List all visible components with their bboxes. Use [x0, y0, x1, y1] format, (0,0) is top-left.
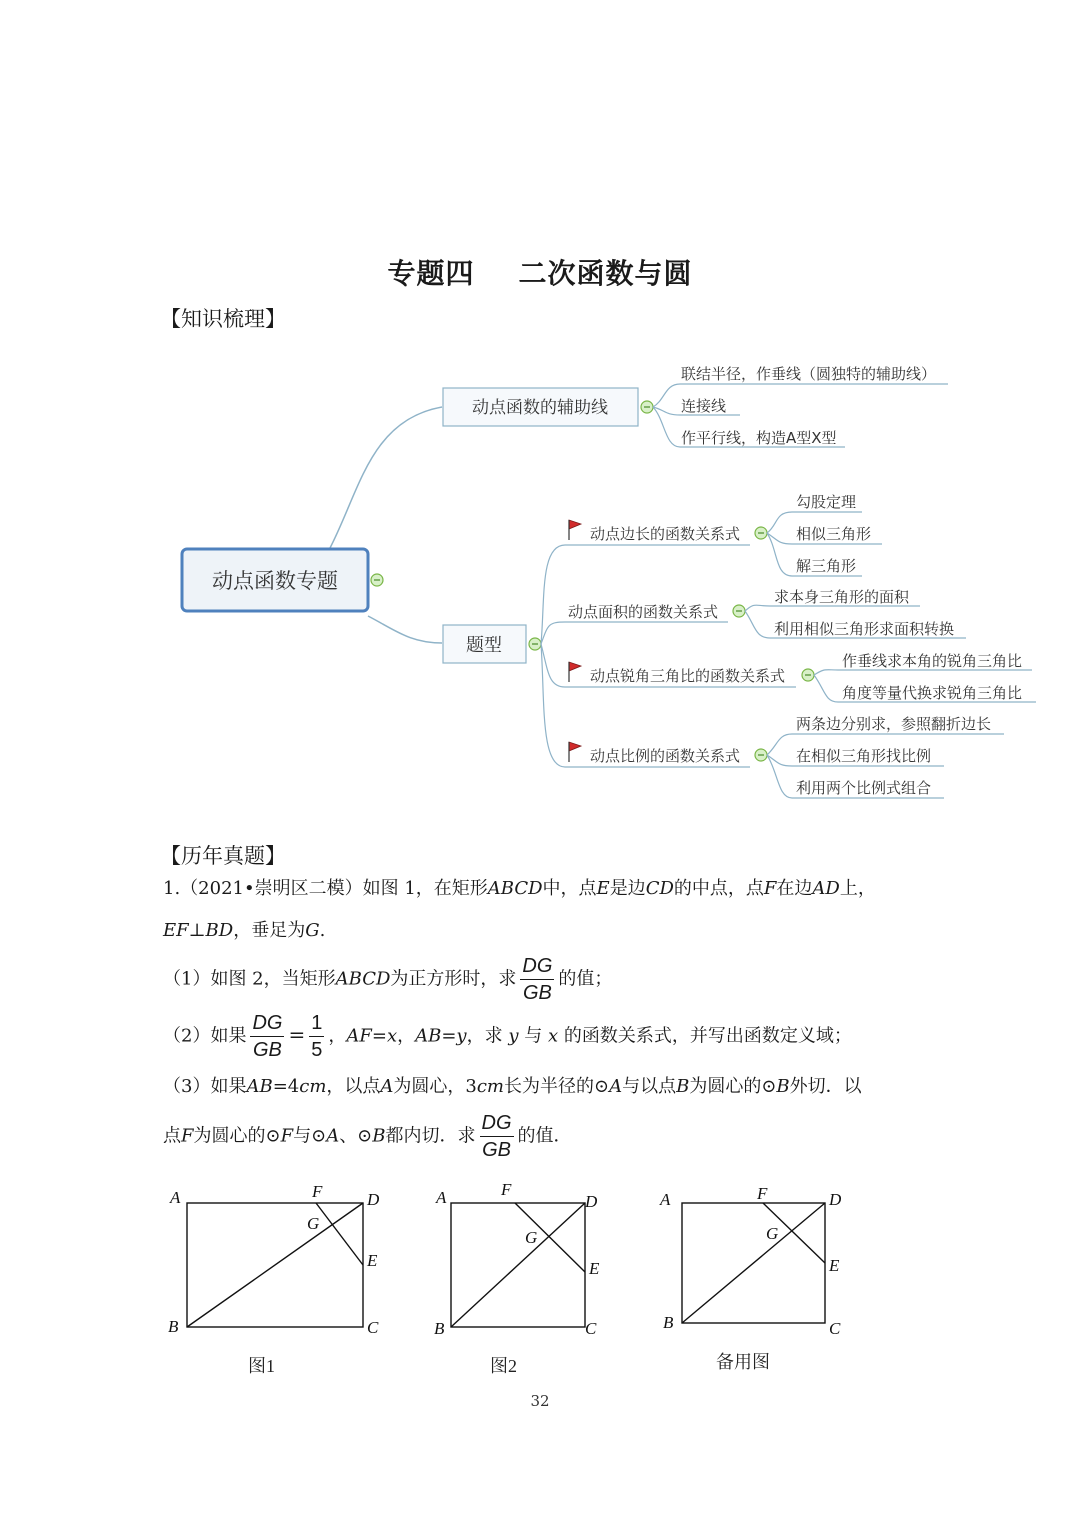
- diagonal-bd: [451, 1203, 585, 1327]
- branch2-label: 题型: [466, 635, 502, 656]
- problem-line-1: 1.（2021•崇明区二模）如图 1，在矩形ABCD中，点E是边CD的中点，点F在边AD上，: [163, 878, 876, 899]
- mindmap-leaf: 相似三角形: [796, 525, 872, 543]
- figure-3: [682, 1203, 825, 1323]
- figure-label: E: [589, 1259, 600, 1278]
- fraction-one-fifth: $\frac{1}{5}$: [311, 1012, 323, 1061]
- geometry-figures: [160, 1175, 880, 1385]
- mindmap-leaf: 解三角形: [796, 557, 857, 575]
- mindmap-leaf: 作平行线，构造A型X型: [681, 429, 837, 447]
- figure-label: F: [312, 1182, 323, 1201]
- flag-icon: [569, 662, 581, 679]
- connector-root-branch2: [368, 616, 442, 643]
- mindmap-leaf: 角度等量代换求锐角三角比: [842, 684, 1023, 702]
- figure-caption: 图1: [248, 1356, 275, 1376]
- branch1-label: 动点函数的辅助线: [472, 398, 608, 418]
- mindmap-leaf: 连接线: [681, 397, 727, 415]
- section-heading-past-exams: 【历年真题】: [160, 844, 286, 868]
- figure-label: D: [367, 1190, 380, 1209]
- figure-label: A: [436, 1188, 447, 1207]
- page-title: 专题四 二次函数与圆: [387, 257, 693, 290]
- figure-label: G: [766, 1224, 779, 1243]
- figure-label: C: [585, 1319, 597, 1338]
- figure-label: C: [829, 1319, 841, 1338]
- figure-caption: 备用图: [716, 1352, 770, 1372]
- mindmap-sub: 动点边长的函数关系式: [590, 525, 741, 543]
- mindmap-sub: 动点面积的函数关系式: [568, 603, 719, 621]
- figure-label: D: [829, 1190, 842, 1209]
- mindmap-sub: 动点比例的函数关系式: [590, 747, 741, 765]
- figure-2: [451, 1203, 585, 1327]
- figure-label: F: [501, 1180, 512, 1199]
- figure-label: G: [307, 1214, 320, 1233]
- mindmap-leaf: 利用两个比例式组合: [796, 779, 932, 797]
- figure-label: D: [585, 1192, 598, 1211]
- figure-label: E: [367, 1251, 378, 1270]
- problem-line-2: EF⊥BD，垂足为G.: [163, 920, 326, 941]
- mindmap-leaf: 两条边分别求，参照翻折边长: [796, 715, 992, 733]
- diagonal-bd: [187, 1203, 363, 1327]
- root-node-label: 动点函数专题: [212, 569, 338, 593]
- mind-map: [0, 340, 1080, 820]
- flag-icon: [569, 742, 581, 759]
- figure-label: F: [757, 1184, 768, 1203]
- mindmap-leaf: 在相似三角形找比例: [796, 747, 932, 765]
- flag-icon: [569, 520, 581, 537]
- section-heading-knowledge: 【知识梳理】: [160, 307, 286, 331]
- figure-label: E: [829, 1256, 840, 1275]
- mindmap-leaf: 求本身三角形的面积: [774, 588, 910, 606]
- problem-part-3-text: （3）如果AB=4cm，以点A为圆心，3cm长为半径的⊙A与以点B为圆心的⊙B外切．以: [163, 1076, 862, 1097]
- problem-part-3-cont: 点F为圆心的⊙F与⊙A、⊙B都内切．求 $\frac{DG}{GB}$ 的值．: [163, 1112, 572, 1161]
- figure-caption: 图2: [490, 1356, 517, 1376]
- segment-ef: [316, 1203, 363, 1265]
- diagonal-bd: [682, 1203, 825, 1323]
- figure-1: [187, 1203, 363, 1327]
- connector-root-branch1: [330, 407, 442, 548]
- problem-part-1: （1）如图 2，当矩形ABCD为正方形时，求 $\frac{DG}{GB}$ 的值；: [163, 955, 613, 1004]
- mindmap-leaf: 作垂线求本角的锐角三角比: [842, 652, 1023, 670]
- mindmap-leaf: 联结半径，作垂线（圆独特的辅助线）: [681, 365, 937, 383]
- mindmap-sub: 动点锐角三角比的函数关系式: [590, 667, 786, 685]
- fraction-dg-gb: $\frac{DG}{GB}$: [522, 955, 553, 1004]
- figure-label: B: [434, 1319, 445, 1338]
- figure-label: A: [170, 1188, 181, 1207]
- figure-label: A: [660, 1190, 671, 1209]
- mindmap-leaf: 勾股定理: [796, 493, 857, 511]
- figure-label: C: [367, 1318, 379, 1337]
- fraction-dg-gb: $\frac{DG}{GB}$: [252, 1012, 283, 1061]
- figure-label: B: [168, 1317, 179, 1336]
- mindmap-leaf: 利用相似三角形求面积转换: [774, 620, 955, 638]
- fraction-dg-gb: $\frac{DG}{GB}$: [481, 1112, 512, 1161]
- figure-label: B: [663, 1313, 674, 1332]
- page-number: 32: [530, 1392, 550, 1410]
- figure-label: G: [525, 1228, 538, 1247]
- problem-part-2: （2）如果 $\frac{DG}{GB}$ = $\frac{1}{5}$ ，AF=x，AB=y，求 y 与 x 的函数关系式，并写出函数定义域；: [163, 1012, 852, 1061]
